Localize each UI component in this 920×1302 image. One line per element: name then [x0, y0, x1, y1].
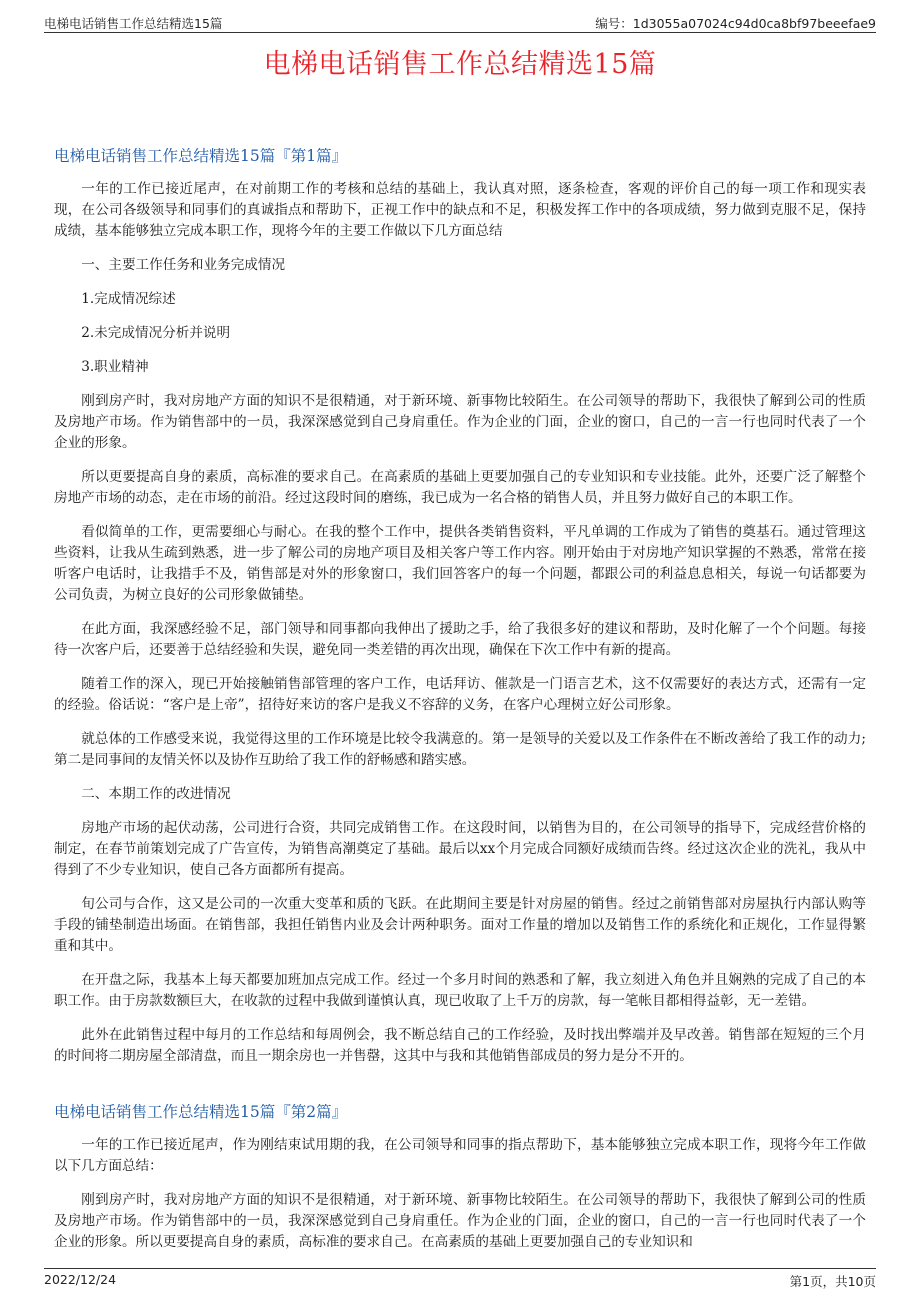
paragraph: 一年的工作已接近尾声，作为刚结束试用期的我，在公司领导和同事的指点帮助下，基本能够独立完成本职工作，现将今年工作做以下几方面总结： [54, 1137, 866, 1174]
paragraph: 所以更要提高自身的素质，高标准的要求自己。在高素质的基础上更要加强自己的专业知识和专业技能。此外，还要广泛了解整个房地产市场的动态，走在市场的前沿。经过这段时间的磨练，我已成为一名合格的销售人员，并且努力做好自己的本职工作。 [54, 469, 866, 506]
paragraph: 看似简单的工作，更需要细心与耐心。在我的整个工作中，提供各类销售资料，平凡单调的工作成为了销售的奠基石。通过管理这些资料，让我从生疏到熟悉，进一步了解公司的房地产项目及相关客户等工作内容。刚开始由于对房地产知识掌握的不熟悉，常常在接听客户电话时，让我措手不及，销售部是对外的形象窗口，我们回答客户的每一个问题，都跟公司的利益息息相关，每说一句话都要为公司负责，为树立良好的公司形象做铺垫。 [54, 524, 866, 603]
section-heading-2: 电梯电话销售工作总结精选15篇『第2篇』 [54, 1103, 348, 1121]
section-heading-1: 电梯电话销售工作总结精选15篇『第1篇』 [54, 147, 348, 165]
footer-page-number: 第1页，共10页 [789, 1274, 876, 1289]
page-footer [44, 1268, 876, 1289]
paragraph: 此外在此销售过程中每月的工作总结和每周例会，我不断总结自己的工作经验，及时找出弊端并及早改善。销售部在短短的三个月的时间将二期房屋全部清盘，而且一期余房也一并售罄，这其中与我和其他销售部成员的努力是分不开的。 [54, 1027, 866, 1064]
subheading: 一、主要工作任务和业务完成情况 [81, 257, 286, 273]
list-item: 2.未完成情况分析并说明 [81, 325, 231, 341]
paragraph: 随着工作的深入，现已开始接触销售部管理的客户工作，电话拜访、催款是一门语言艺术，这不仅需要好的表达方式，还需有一定的经验。俗话说：“客户是上帝”，招待好来访的客户是我义不容辞的义务，在客户心理树立好公司形象。 [54, 676, 866, 713]
list-item: 1.完成情况综述 [81, 291, 176, 307]
paragraph: 刚到房产时，我对房地产方面的知识不是很精通，对于新环境、新事物比较陌生。在公司领导的帮助下，我很快了解到公司的性质及房地产市场。作为销售部中的一员，我深深感觉到自己身肩重任。作为企业的门面，企业的窗口，自己的一言一行也同时代表了一个企业的形象。所以更要提高自身的素质，高标准的要求自己。在高素质的基础上更要加强自己的专业知识和 [54, 1192, 866, 1250]
footer-date: 2022/12/24 [44, 1272, 117, 1287]
header-doc-title: 电梯电话销售工作总结精选15篇 [44, 16, 223, 31]
paragraph: 就总体的工作感受来说，我觉得这里的工作环境是比较令我满意的。第一是领导的关爱以及工作条件在不断改善给了我工作的动力;第二是同事间的友情关怀以及协作互助给了我工作的舒畅感和踏实感。 [54, 731, 866, 768]
paragraph: 在开盘之际，我基本上每天都要加班加点完成工作。经过一个多月时间的熟悉和了解，我立刻进入角色并且娴熟的完成了自己的本职工作。由于房款数额巨大，在收款的过程中我做到谨慎认真，现已收取了上千万的房款，每一笔帐目都相得益彰，无一差错。 [54, 972, 866, 1009]
page-header [44, 12, 876, 33]
paragraph: 在此方面，我深感经验不足，部门领导和同事都向我伸出了援助之手，给了我很多好的建议和帮助，及时化解了一个个问题。每接待一次客户后，还要善于总结经验和失误，避免同一类差错的再次出现，确保在下次工作中有新的提高。 [54, 621, 866, 658]
document-body [54, 145, 866, 1266]
paragraph: 旬公司与合作，这又是公司的一次重大变革和质的飞跃。在此期间主要是针对房屋的销售。经过之前销售部对房屋执行内部认购等手段的铺垫制造出场面。在销售部，我担任销售内业及会计两种职务。面对工作量的增加以及销售工作的系统化和正规化，工作显得繁重和其中。 [54, 896, 866, 954]
list-item: 3.职业精神 [81, 359, 149, 375]
header-doc-id: 编号：1d3055a07024c94d0ca8bf97beeefae9 [595, 16, 876, 31]
paragraph: 刚到房产时，我对房地产方面的知识不是很精通，对于新环境、新事物比较陌生。在公司领导的帮助下，我很快了解到公司的性质及房地产市场。作为销售部中的一员，我深深感觉到自己身肩重任。作为企业的门面，企业的窗口，自己的一言一行也同时代表了一个企业的形象。 [54, 393, 866, 451]
paragraph: 一年的工作已接近尾声，在对前期工作的考核和总结的基础上，我认真对照，逐条检查，客观的评价自己的每一项工作和现实表现，在公司各级领导和同事们的真诚指点和帮助下，正视工作中的缺点和不足，积极发挥工作中的各项成绩，努力做到克服不足，保持成绩，基本能够独立完成本职工作，现将今年的主要工作做以下几方面总结 [54, 181, 866, 239]
paragraph: 房地产市场的起伏动荡，公司进行合资，共同完成销售工作。在这段时间，以销售为目的，在公司领导的指导下，完成经营价格的制定，在春节前策划完成了广告宣传，为销售高潮奠定了基础。最后以xx个月完成合同额好成绩而告终。经过这次企业的洗礼，我从中得到了不少专业知识，使自己各方面都所有提高。 [54, 820, 866, 878]
document-title: 电梯电话销售工作总结精选15篇 [263, 49, 657, 80]
subheading: 二、本期工作的改进情况 [81, 786, 231, 802]
